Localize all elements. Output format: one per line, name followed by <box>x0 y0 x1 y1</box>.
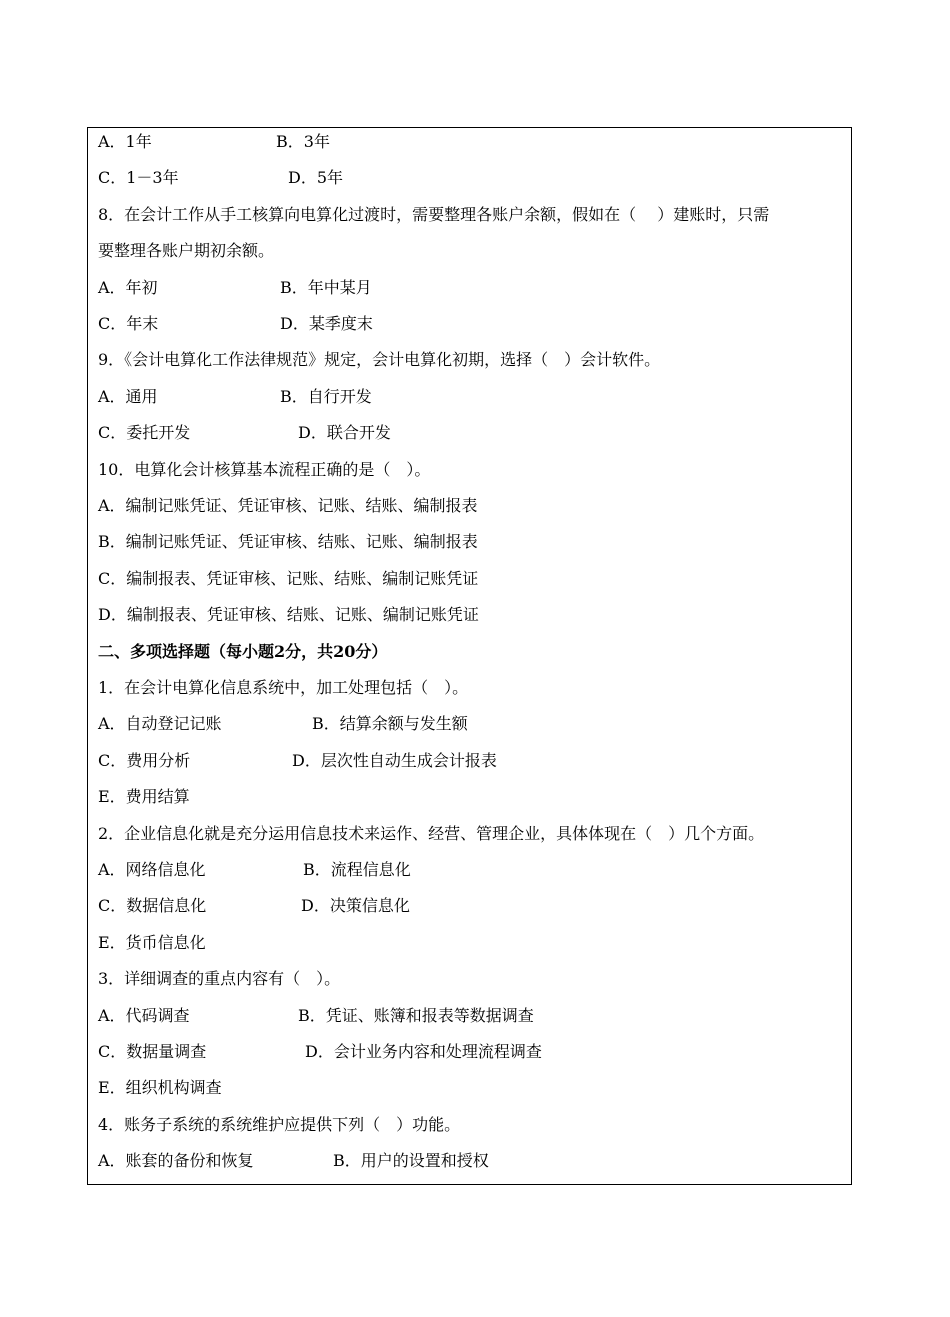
option-text: B．3年 <box>276 132 330 151</box>
line-text: E．货币信息化 <box>98 933 206 952</box>
option-text: B．年中某月 <box>280 278 372 297</box>
option-text: B．流程信息化 <box>303 860 411 879</box>
line-text: A．自动登记记账 <box>98 714 222 733</box>
option-text: D．某季度末 <box>280 314 373 333</box>
line-text: E．费用结算 <box>98 787 190 806</box>
option-text: D．层次性自动生成会计报表 <box>292 751 497 770</box>
line-text: A．网络信息化 <box>98 860 206 879</box>
line-text: 1．在会计电算化信息系统中，加工处理包括（ ）。 <box>98 678 469 697</box>
line-text: C．1－3年 <box>98 168 179 187</box>
option-text: D．会计业务内容和处理流程调查 <box>305 1042 542 1061</box>
line-text: C．年末 <box>98 314 159 333</box>
line-text: B．编制记账凭证、凭证审核、结账、记账、编制报表 <box>98 532 478 551</box>
line-text: C．数据量调查 <box>98 1042 207 1061</box>
option-text: B．凭证、账簿和报表等数据调查 <box>298 1006 534 1025</box>
line-text: A．通用 <box>98 387 158 406</box>
line-text: A．编制记账凭证、凭证审核、记账、结账、编制报表 <box>98 496 478 515</box>
option-text: B．自行开发 <box>280 387 372 406</box>
line-text: A．账套的备份和恢复 <box>98 1151 254 1170</box>
question-box <box>87 127 852 1185</box>
option-text: D．5年 <box>288 168 344 187</box>
line-text: E．组织机构调查 <box>98 1078 222 1097</box>
line-text: 10．电算化会计核算基本流程正确的是（ ）。 <box>98 460 431 479</box>
line-text: 二、多项选择题（每小题2分，共20分） <box>98 642 388 661</box>
option-text: B．结算余额与发生额 <box>312 714 468 733</box>
line-text: A．1年 <box>98 132 152 151</box>
line-text: A．代码调查 <box>98 1006 190 1025</box>
line-text: C．费用分析 <box>98 751 191 770</box>
line-text: C．编制报表、凭证审核、记账、结账、编制记账凭证 <box>98 569 479 588</box>
line-text: 8．在会计工作从手工核算向电算化过渡时，需要整理各账户余额，假如在（ ）建账时，只需 <box>98 205 770 224</box>
line-text: C．委托开发 <box>98 423 191 442</box>
line-text: C．数据信息化 <box>98 896 207 915</box>
line-text: 3．详细调查的重点内容有（ ）。 <box>98 969 341 988</box>
line-text: 4．账务子系统的系统维护应提供下列（ ）功能。 <box>98 1115 461 1134</box>
line-text: 2．企业信息化就是充分运用信息技术来运作、经营、管理企业，具体体现在（ ）几个方面。 <box>98 824 765 843</box>
line-text: D．编制报表、凭证审核、结账、记账、编制记账凭证 <box>98 605 479 624</box>
line-text: A．年初 <box>98 278 158 297</box>
option-text: D．决策信息化 <box>301 896 410 915</box>
line-text: 要整理各账户期初余额。 <box>98 241 275 260</box>
line-text: 9．《会计电算化工作法律规范》规定，会计电算化初期，选择（ ）会计软件。 <box>98 350 661 369</box>
option-text: B．用户的设置和授权 <box>333 1151 489 1170</box>
option-text: D．联合开发 <box>298 423 391 442</box>
